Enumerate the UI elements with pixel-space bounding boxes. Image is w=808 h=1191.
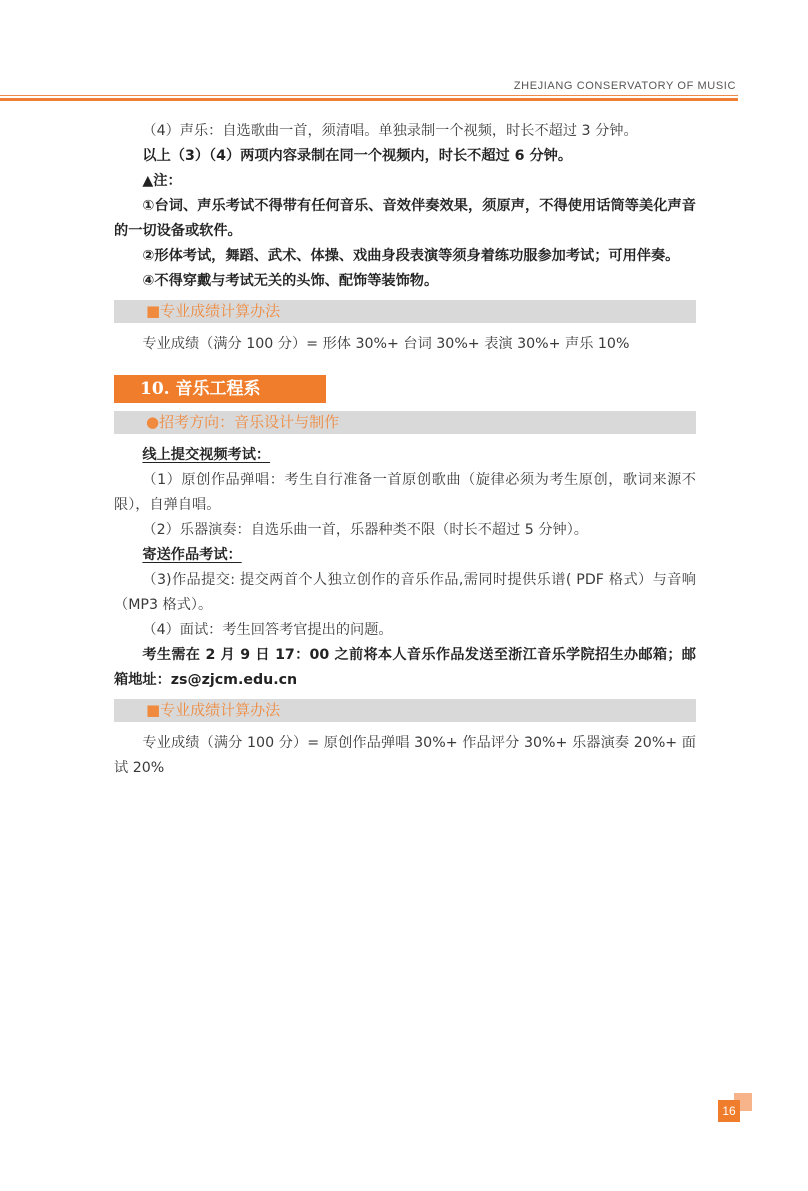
header-rule-thick [0,98,738,101]
score-method-bar: ■专业成绩计算办法 [114,300,696,323]
score-formula-2: 专业成绩（满分 100 分）= 原创作品弹唱 30%+ 作品评分 30%+ 乐器演奏 20%+ 面试 20% [114,735,696,776]
header-institution: ZHEJIANG CONSERVATORY OF MUSIC [513,80,736,92]
combined-video-note: 以上（3）（4）两项内容录制在同一个视频内，时长不超过 6 分钟。 [142,148,573,164]
note-2: ②形体考试，舞蹈、武术、体操、戏曲身段表演等须身着练功服参加考试；可用伴奏。 [142,248,680,264]
direction-bar: ●招考方向：音乐设计与制作 [114,411,696,434]
note-1: ①台词、声乐考试不得带有任何音乐、音效伴奏效果，须原声，不得使用话筒等美化声音的一切设备或软件。 [114,198,696,239]
mail-exam-title: 寄送作品考试： [142,547,242,563]
online-exam-title: 线上提交视频考试： [142,447,271,463]
online-item-1: （1）原创作品弹唱：考生自行准备一首原创歌曲（旋律必须为考生原创，歌词来源不限），自弹自唱。 [114,472,696,513]
online-item-2: （2）乐器演奏：自选乐曲一首，乐器种类不限（时长不超过 5 分钟）。 [142,522,588,538]
note-title: ▲注： [142,173,182,189]
deadline-note: 考生需在 2 月 9 日 17：00 之前将本人音乐作品发送至浙江音乐学院招生办邮箱；邮箱地址：zs@zjcm.edu.cn [114,647,696,688]
vocal-item: （4）声乐：自选歌曲一首，须清唱。单独录制一个视频，时长不超过 3 分钟。 [142,123,638,139]
page-content [114,119,696,781]
score-formula: 专业成绩（满分 100 分）= 形体 30%+ 台词 30%+ 表演 30%+ 声乐 10% [142,336,630,352]
note-4: ④不得穿戴与考试无关的头饰、配饰等装饰物。 [142,273,439,289]
department-title: 10. 音乐工程系 [114,375,326,403]
score-method-bar-2: ■专业成绩计算办法 [114,699,696,722]
page-number: 16 [718,1100,740,1122]
mail-item-3: （3)作品提交: 提交两首个人独立创作的音乐作品,需同时提供乐谱( PDF 格式）与音响（MP3 格式）。 [114,572,696,613]
header-rule-thin [0,95,738,96]
mail-item-4: （4）面试：考生回答考官提出的问题。 [142,622,393,638]
